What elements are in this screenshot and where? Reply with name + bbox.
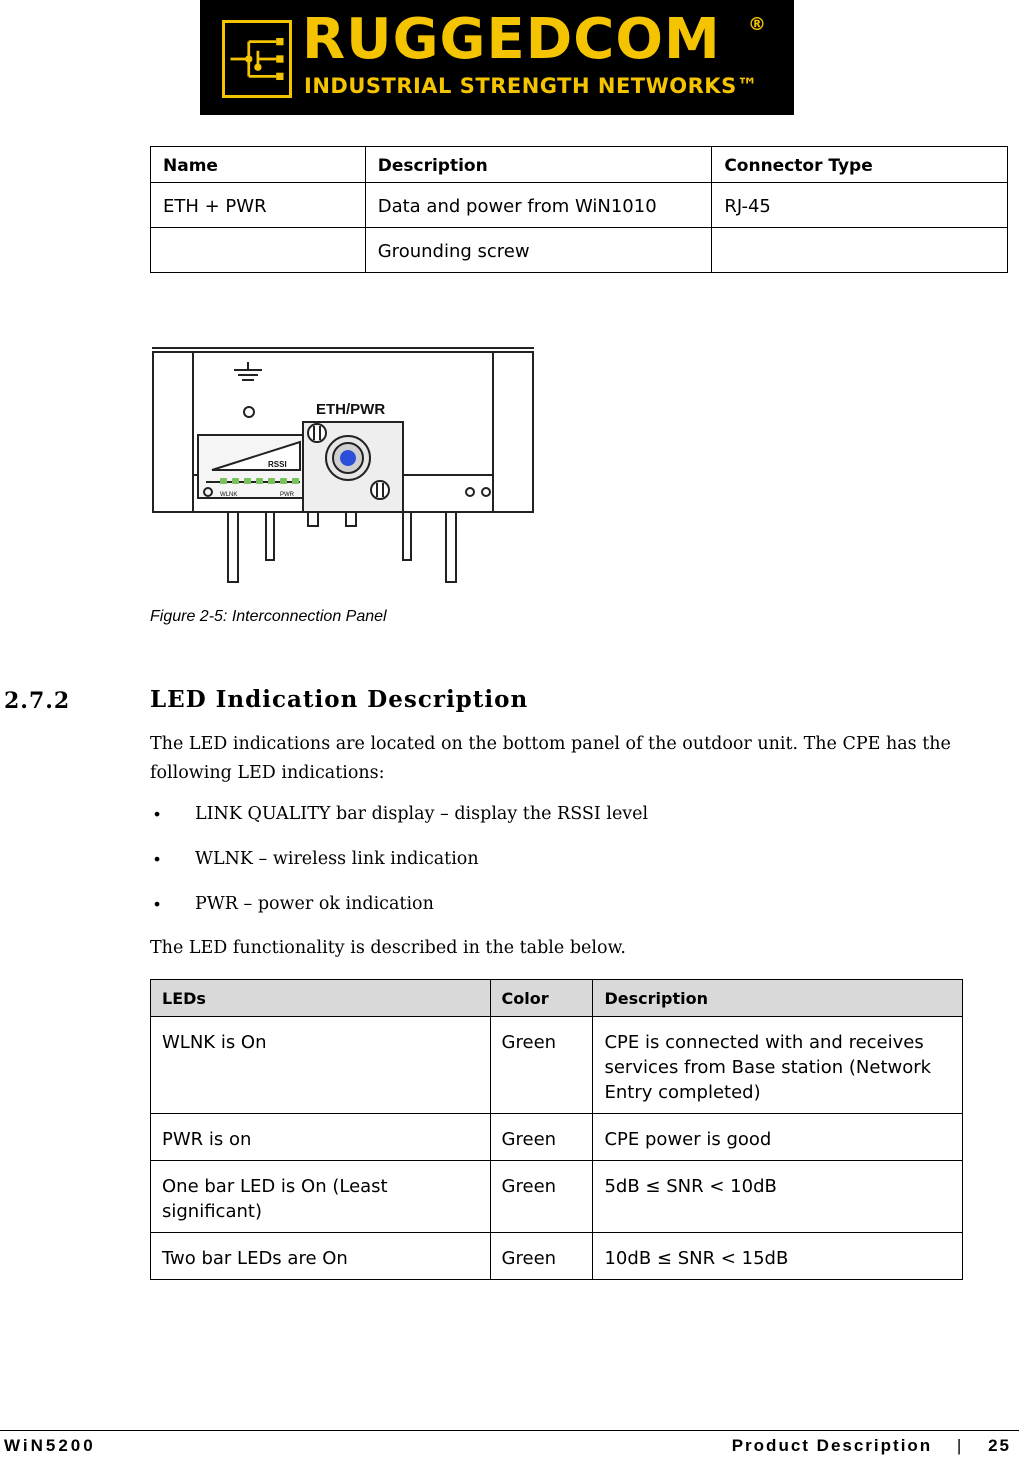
footer-divider [0,1430,1019,1431]
connector-table [150,146,1008,273]
table-cell: PWR is on [151,1114,491,1161]
table-cell: 10dB ≤ SNR < 15dB [593,1233,963,1280]
table-cell: Green [490,1161,593,1233]
column-header: Description [365,147,712,183]
table-cell: CPE power is good [593,1114,963,1161]
rssi-label: RSSI [268,460,287,469]
page-number: 25 [988,1436,1011,1455]
ruggedcom-logo [200,0,794,115]
table-cell: WLNK is On [151,1017,491,1114]
footer-separator: | [956,1436,964,1455]
table-cell: Green [490,1017,593,1114]
table-cell: Two bar LEDs are On [151,1233,491,1280]
table-cell: Data and power from WiN1010 [365,183,712,228]
table-cell: Green [490,1233,593,1280]
list-item: • LINK QUALITY bar display – display the RSSI level [150,800,648,845]
table-row [151,1161,963,1233]
column-header: Connector Type [712,147,1008,183]
table-cell: Grounding screw [365,228,712,273]
table-cell: RJ-45 [712,183,1008,228]
wlnk-label: WLNK [220,492,238,498]
led-table [150,979,963,1280]
led-indication-list [150,800,648,935]
pwr-label: PWR [280,492,294,498]
table-cell: 5dB ≤ SNR < 10dB [593,1161,963,1233]
logo-tagline: INDUSTRIAL STRENGTH NETWORKS™ [304,74,759,98]
column-header: Name [151,147,366,183]
table-row [151,183,1008,228]
table-row [151,228,1008,273]
table-header-row [151,980,963,1017]
network-circuit-icon [222,20,292,98]
column-header: LEDs [151,980,491,1017]
interconnection-panel-figure [148,340,538,595]
table-cell [151,228,366,273]
list-item: • PWR – power ok indication [150,890,648,935]
table-cell: CPE is connected with and receives services from Base station (Network Entry completed) [593,1017,963,1114]
figure-caption: Figure 2-5: Interconnection Panel [150,608,387,625]
eth-pwr-label: ETH/PWR [316,401,386,418]
table-row [151,1114,963,1161]
footer-product-name: WiN5200 [4,1436,96,1455]
registered-mark: ® [748,14,766,35]
column-header: Color [490,980,593,1017]
table-cell: Green [490,1114,593,1161]
section-title: LED Indication Description [150,686,529,713]
intro-paragraph: The LED indications are located on the bottom panel of the outdoor unit. The CPE has the following LED indications: [150,734,951,783]
table-cell [712,228,1008,273]
table-cell: ETH + PWR [151,183,366,228]
outro-paragraph: The LED functionality is described in the table below. [150,938,626,958]
list-item: • WLNK – wireless link indication [150,845,648,890]
section-number: 2.7.2 [4,688,71,714]
table-header-row [151,147,1008,183]
logo-wordmark: RUGGEDCOM [302,7,721,72]
column-header: Description [593,980,963,1017]
table-cell: One bar LED is On (Least significant) [151,1161,491,1233]
footer-section-title: Product Description [731,1436,933,1455]
footer-page-info [732,1436,1011,1456]
table-row [151,1017,963,1114]
table-row [151,1233,963,1280]
